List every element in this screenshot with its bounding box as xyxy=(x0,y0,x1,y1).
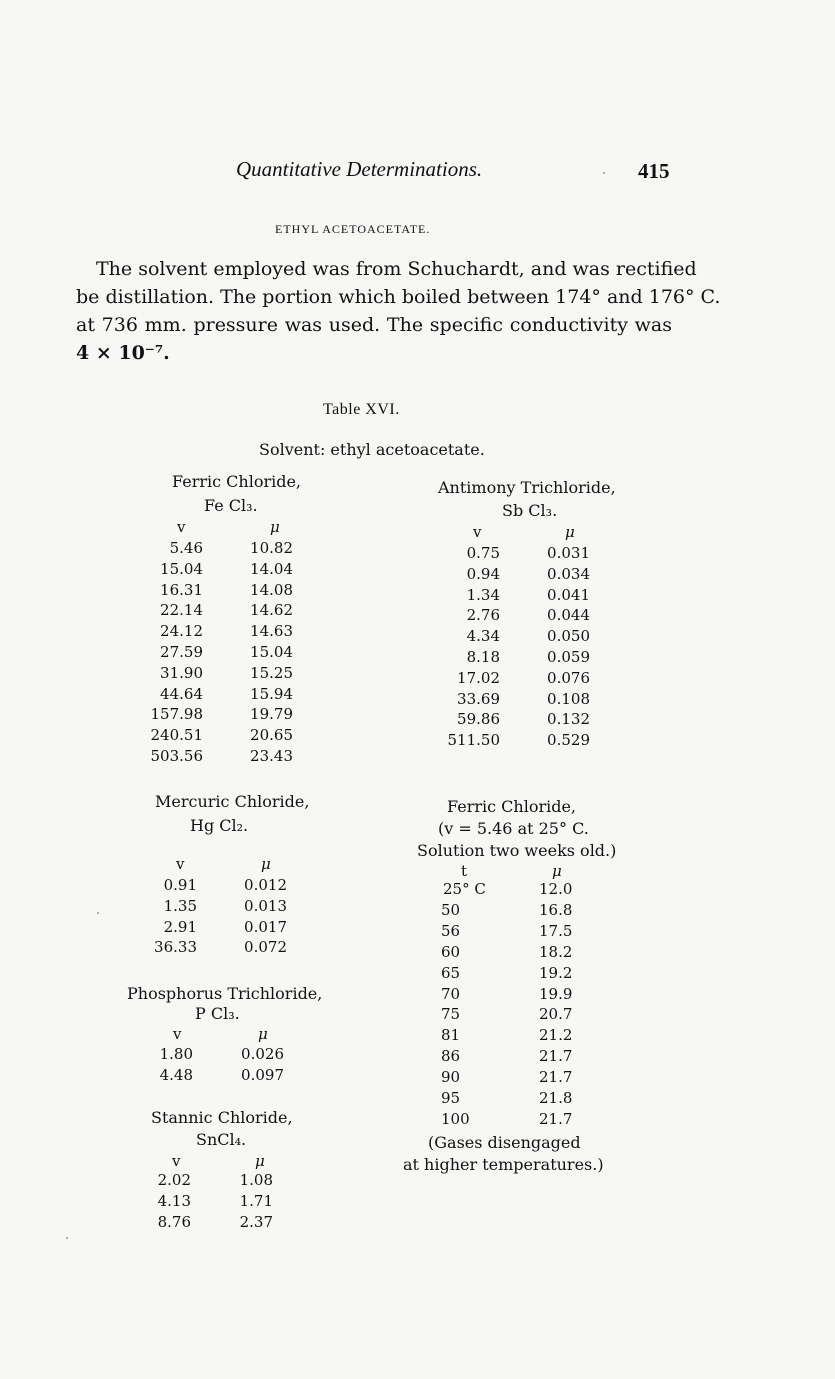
table-cell-v: 2.76 xyxy=(466,606,500,625)
table-cell-mu: 20.7 xyxy=(539,1005,573,1024)
table-cell-mu: 0.034 xyxy=(547,564,590,583)
mercuric-chloride-formula: Hg Cl₂. xyxy=(190,816,249,835)
table-cell-v: 8.18 xyxy=(466,648,500,666)
stannic-chloride-title: Stannic Chloride, xyxy=(151,1108,293,1127)
ferric-chloride-title: Ferric Chloride, xyxy=(172,472,302,491)
table-cell-mu: 14.63 xyxy=(250,622,293,641)
table-cell-mu: 0.050 xyxy=(547,627,590,646)
paragraph-line: 4 × 10⁻⁷. xyxy=(76,342,170,364)
table-cell-mu: 0.072 xyxy=(244,938,287,957)
table-cell-v: 50 xyxy=(441,900,461,919)
table-cell-v: 4.34 xyxy=(466,627,500,646)
temp-col-mu: μ xyxy=(552,862,562,880)
mercuric-col-v: v xyxy=(176,855,185,873)
table-cell-mu: 21.2 xyxy=(539,1026,573,1045)
antimony-col-mu: μ xyxy=(565,523,575,541)
table-solvent-line: Solvent: ethyl acetoacetate. xyxy=(259,440,485,459)
table-cell-v: 24.12 xyxy=(160,622,203,641)
table-cell-mu: 10.82 xyxy=(250,539,293,557)
phosphorus-trichloride-title: Phosphorus Trichloride, xyxy=(127,984,323,1003)
table-cell-mu: 0.132 xyxy=(547,710,590,729)
table-cell-mu: 21.7 xyxy=(539,1068,573,1087)
table-cell-mu: 0.076 xyxy=(547,668,590,687)
table-cell-v: 95 xyxy=(441,1089,461,1107)
table-cell-mu: 12.0 xyxy=(539,880,573,898)
temp-footnote-1: (Gases disengaged xyxy=(428,1133,581,1152)
table-cell-mu: 21.7 xyxy=(539,1109,573,1128)
phosphorus-trichloride-formula: P Cl₃. xyxy=(195,1004,240,1023)
antimony-col-v: v xyxy=(473,523,482,541)
table-cell-v: 0.91 xyxy=(163,876,197,894)
temp-footnote-2: at higher temperatures.) xyxy=(403,1155,604,1174)
table-cell-v: 4.48 xyxy=(159,1066,193,1084)
ferric-chloride-temp-note: Solution two weeks old.) xyxy=(417,841,617,860)
table-cell-mu: 15.94 xyxy=(250,684,293,703)
table-cell-mu: 19.2 xyxy=(539,963,573,982)
table-cell-v: 240.51 xyxy=(150,726,203,745)
paragraph-line: at 736 mm. pressure was used. The specific conductivity was xyxy=(76,314,672,336)
table-cell-mu: 0.529 xyxy=(547,731,590,750)
table-cell-mu: 21.8 xyxy=(539,1089,573,1107)
table-cell-mu: 15.25 xyxy=(250,663,293,682)
table-cell-v: 503.56 xyxy=(150,747,203,765)
table-cell-mu: 0.031 xyxy=(547,544,590,562)
scan-speck xyxy=(66,1237,68,1239)
temp-col-t: t xyxy=(461,862,468,880)
table-cell-mu: 15.04 xyxy=(250,643,293,661)
table-cell-v: 2.91 xyxy=(163,917,197,936)
table-cell-mu: 14.08 xyxy=(250,580,293,599)
table-cell-v: 0.75 xyxy=(466,544,500,562)
table-cell-v: 81 xyxy=(441,1026,461,1045)
table-cell-v: 27.59 xyxy=(160,643,203,661)
table-cell-v: 75 xyxy=(441,1005,461,1024)
intro-paragraph xyxy=(76,255,721,367)
paragraph-line: The solvent employed was from Schuchardt, and was rectified xyxy=(96,258,697,280)
table-cell-v: 1.34 xyxy=(466,585,500,604)
table-cell-v: 25° C xyxy=(443,880,486,898)
table-cell-v: 17.02 xyxy=(457,668,500,687)
antimony-trichloride-title: Antimony Trichloride, xyxy=(438,478,616,497)
table-cell-v: 65 xyxy=(441,963,461,982)
running-header-title: Quantitative Determinations. xyxy=(236,157,483,181)
table-cell-v: 70 xyxy=(441,984,461,1003)
table-cell-v: 36.33 xyxy=(154,938,197,957)
ferric-chloride-formula: Fe Cl₃. xyxy=(204,496,258,515)
table-cell-mu: 0.097 xyxy=(241,1066,284,1084)
table-cell-mu: 17.5 xyxy=(539,921,573,940)
table-cell-v: 31.90 xyxy=(160,663,203,682)
section-heading: ETHYL ACETOACETATE. xyxy=(275,222,431,236)
table-cell-v: 15.04 xyxy=(160,559,203,578)
table-cell-v: 0.94 xyxy=(466,564,500,583)
table-title: Table XVI. xyxy=(323,401,400,418)
table-cell-mu: 18.2 xyxy=(539,942,573,961)
table-cell-mu: 0.012 xyxy=(244,876,287,894)
table-cell-v: 56 xyxy=(441,921,461,940)
table-cell-v: 5.46 xyxy=(169,539,203,557)
ferric-chloride-temp-title: Ferric Chloride, xyxy=(447,797,577,816)
mercuric-chloride-title: Mercuric Chloride, xyxy=(155,792,310,811)
ferric-chloride-temp-condition: (v = 5.46 at 25° C. xyxy=(438,819,589,838)
table-cell-mu: 19.9 xyxy=(539,984,573,1003)
table-cell-v: 2.02 xyxy=(157,1171,191,1189)
paragraph-line: be distillation. The portion which boiled between 174° and 176° C. xyxy=(76,286,721,308)
table-cell-v: 22.14 xyxy=(160,601,203,620)
table-cell-v: 90 xyxy=(441,1068,461,1087)
table-cell-v: 1.80 xyxy=(159,1045,193,1063)
table-cell-v: 4.13 xyxy=(157,1192,191,1210)
page-number: 415 xyxy=(638,159,670,183)
table-cell-mu: 0.017 xyxy=(244,917,287,936)
table-cell-v: 59.86 xyxy=(457,710,500,729)
table-cell-v: 1.35 xyxy=(163,896,197,915)
ferric-chloride-col-mu: μ xyxy=(270,518,280,536)
table-cell-mu: 0.044 xyxy=(547,606,590,625)
table-cell-mu: 14.62 xyxy=(250,601,293,620)
table-cell-mu: 14.04 xyxy=(250,559,293,578)
table-cell-v: 86 xyxy=(441,1047,461,1066)
table-cell-mu: 0.108 xyxy=(547,689,590,708)
table-cell-mu: 0.059 xyxy=(547,648,590,666)
stannic-chloride-formula: SnCl₄. xyxy=(196,1130,247,1149)
table-cell-mu: 1.08 xyxy=(239,1171,273,1189)
table-cell-v: 16.31 xyxy=(160,580,203,599)
table-cell-v: 8.76 xyxy=(157,1213,191,1231)
table-cell-mu: 16.8 xyxy=(539,900,573,919)
table-cell-v: 44.64 xyxy=(160,684,203,703)
table-cell-v: 511.50 xyxy=(447,731,500,750)
stannic-col-v: v xyxy=(172,1152,181,1170)
table-cell-mu: 21.7 xyxy=(539,1047,573,1066)
scan-speck xyxy=(603,172,605,174)
table-cell-mu: 0.026 xyxy=(241,1045,284,1063)
table-cell-v: 157.98 xyxy=(150,705,203,724)
phosphorus-col-mu: μ xyxy=(258,1025,268,1043)
table-cell-mu: 1.71 xyxy=(239,1192,273,1210)
mercuric-col-mu: μ xyxy=(261,855,271,873)
table-cell-mu: 23.43 xyxy=(250,747,293,765)
stannic-col-mu: μ xyxy=(255,1152,265,1170)
table-cell-v: 60 xyxy=(441,942,461,961)
table-cell-mu: 2.37 xyxy=(239,1213,273,1231)
table-cell-mu: 20.65 xyxy=(250,726,293,745)
antimony-trichloride-formula: Sb Cl₃. xyxy=(502,501,558,520)
table-cell-v: 33.69 xyxy=(457,689,500,708)
scan-speck xyxy=(97,912,99,914)
ferric-chloride-col-v: v xyxy=(177,518,186,536)
table-cell-v: 100 xyxy=(441,1109,470,1128)
table-cell-mu: 0.041 xyxy=(547,585,590,604)
phosphorus-col-v: v xyxy=(173,1025,182,1043)
table-cell-mu: 0.013 xyxy=(244,896,287,915)
table-cell-mu: 19.79 xyxy=(250,705,293,724)
